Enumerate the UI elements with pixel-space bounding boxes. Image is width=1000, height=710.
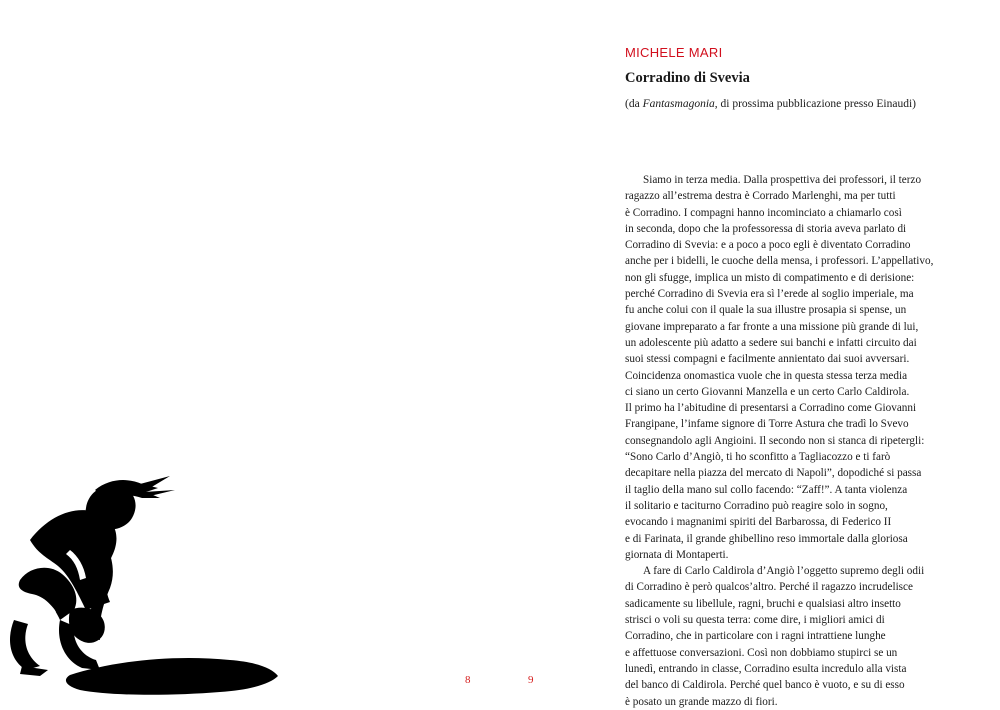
text-line: fu anche colui con il quale la sua illustre prosapia si spense, un bbox=[625, 304, 907, 317]
text-line: ci siano un certo Giovanni Manzella e un certo Carlo Caldirola. bbox=[625, 385, 910, 398]
text-line: “Sono Carlo d’Angiò, ti ho sconfitto a Tagliacozzo e ti farò bbox=[625, 451, 891, 464]
text-line: è posato un grande mazzo di fiori. bbox=[625, 695, 778, 708]
text-line: anche per i bidelli, le cuoche della mensa, i professori. L’appellativo, bbox=[625, 255, 934, 268]
text-line: in seconda, dopo che la professoressa di storia aveva parlato di bbox=[625, 222, 907, 235]
text-line: giornata di Montaperti. bbox=[625, 548, 729, 561]
text-line: perché Corradino di Svevia era sì l’erede al soglio imperiale, ma bbox=[625, 288, 914, 301]
text-line: del banco di Caldirola. Perché quel banco è vuoto, e su di esso bbox=[625, 679, 905, 692]
text-line: il solitario e taciturno Corradino può reagire solo in sogno, bbox=[625, 499, 888, 512]
text-line: e di Farinata, il grande ghibellino reso immortale dalla gloriosa bbox=[625, 532, 908, 545]
paragraph-2 bbox=[625, 563, 955, 710]
text-line: suoi stessi compagni e facilmente annientato dai suoi avversari. bbox=[625, 353, 910, 366]
source-book-title: Fantasmagonia bbox=[642, 98, 715, 110]
source-prefix: (da bbox=[625, 98, 643, 110]
text-line: decapitare nella piazza del mercato di Napoli”, dopodiché si passa bbox=[625, 467, 922, 480]
story-title: Corradino di Svevia bbox=[625, 70, 750, 86]
text-line: di Corradino è però qualcos’altro. Perché il ragazzo incrudelisce bbox=[625, 581, 913, 594]
ink-figure-illustration bbox=[0, 470, 280, 706]
text-line: Siamo in terza media. Dalla prospettiva dei professori, il terzo bbox=[643, 174, 922, 186]
page-number-right: 9 bbox=[528, 674, 534, 686]
source-suffix: , di prossima pubblicazione presso Einaudi) bbox=[714, 98, 916, 110]
author-name: MICHELE MARI bbox=[625, 45, 723, 60]
text-line: Frangipane, l’infame signore di Torre Astura che tradì lo Svevo bbox=[625, 418, 909, 431]
text-line: Il primo ha l’abitudine di presentarsi a Corradino come Giovanni bbox=[625, 402, 917, 415]
paragraph-1 bbox=[625, 172, 955, 563]
story-body bbox=[625, 172, 955, 710]
text-line: il taglio della mano sul collo facendo: “Zaff!”. A tanta violenza bbox=[625, 483, 908, 496]
text-line: Corradino di Svevia: e a poco a poco egli è diventato Corradino bbox=[625, 239, 911, 252]
text-line: consegnandolo agli Angioini. Il secondo non si stanca di ripetergli: bbox=[625, 434, 925, 447]
text-line: un adolescente più adatto a sedere sui banchi e infatti circuito dai bbox=[625, 336, 917, 349]
text-line: evocando i magnanimi spiriti del Barbarossa, di Federico II bbox=[625, 516, 892, 529]
text-line: è Corradino. I compagni hanno incominciato a chiamarlo così bbox=[625, 206, 902, 219]
text-line: ragazzo all’estrema destra è Corrado Marlenghi, ma per tutti bbox=[625, 190, 896, 203]
source-note bbox=[625, 98, 916, 110]
text-line: sadicamente su libellule, ragni, bruchi e qualsiasi altro insetto bbox=[625, 597, 901, 610]
text-line: lunedì, entrando in classe, Corradino esulta incredulo alla vista bbox=[625, 662, 907, 675]
page-number-left: 8 bbox=[465, 674, 471, 686]
text-line: non gli sfugge, implica un misto di compatimento e di derisione: bbox=[625, 271, 915, 284]
text-line: e affettuose conversazioni. Così non dobbiamo stupirci se un bbox=[625, 646, 898, 659]
text-line: strisci o voli su questa terra: come dire, i migliori amici di bbox=[625, 614, 885, 627]
text-line: A fare di Carlo Caldirola d’Angiò l’oggetto supremo degli odii bbox=[643, 565, 925, 578]
text-line: giovane impreparato a far fronte a una missione più grande di lui, bbox=[625, 320, 919, 333]
left-page bbox=[0, 0, 500, 706]
text-line: Coincidenza onomastica vuole che in questa stessa terza media bbox=[625, 369, 908, 382]
text-line: Corradino, che in particolare con i ragni intrattiene lunghe bbox=[625, 630, 886, 643]
